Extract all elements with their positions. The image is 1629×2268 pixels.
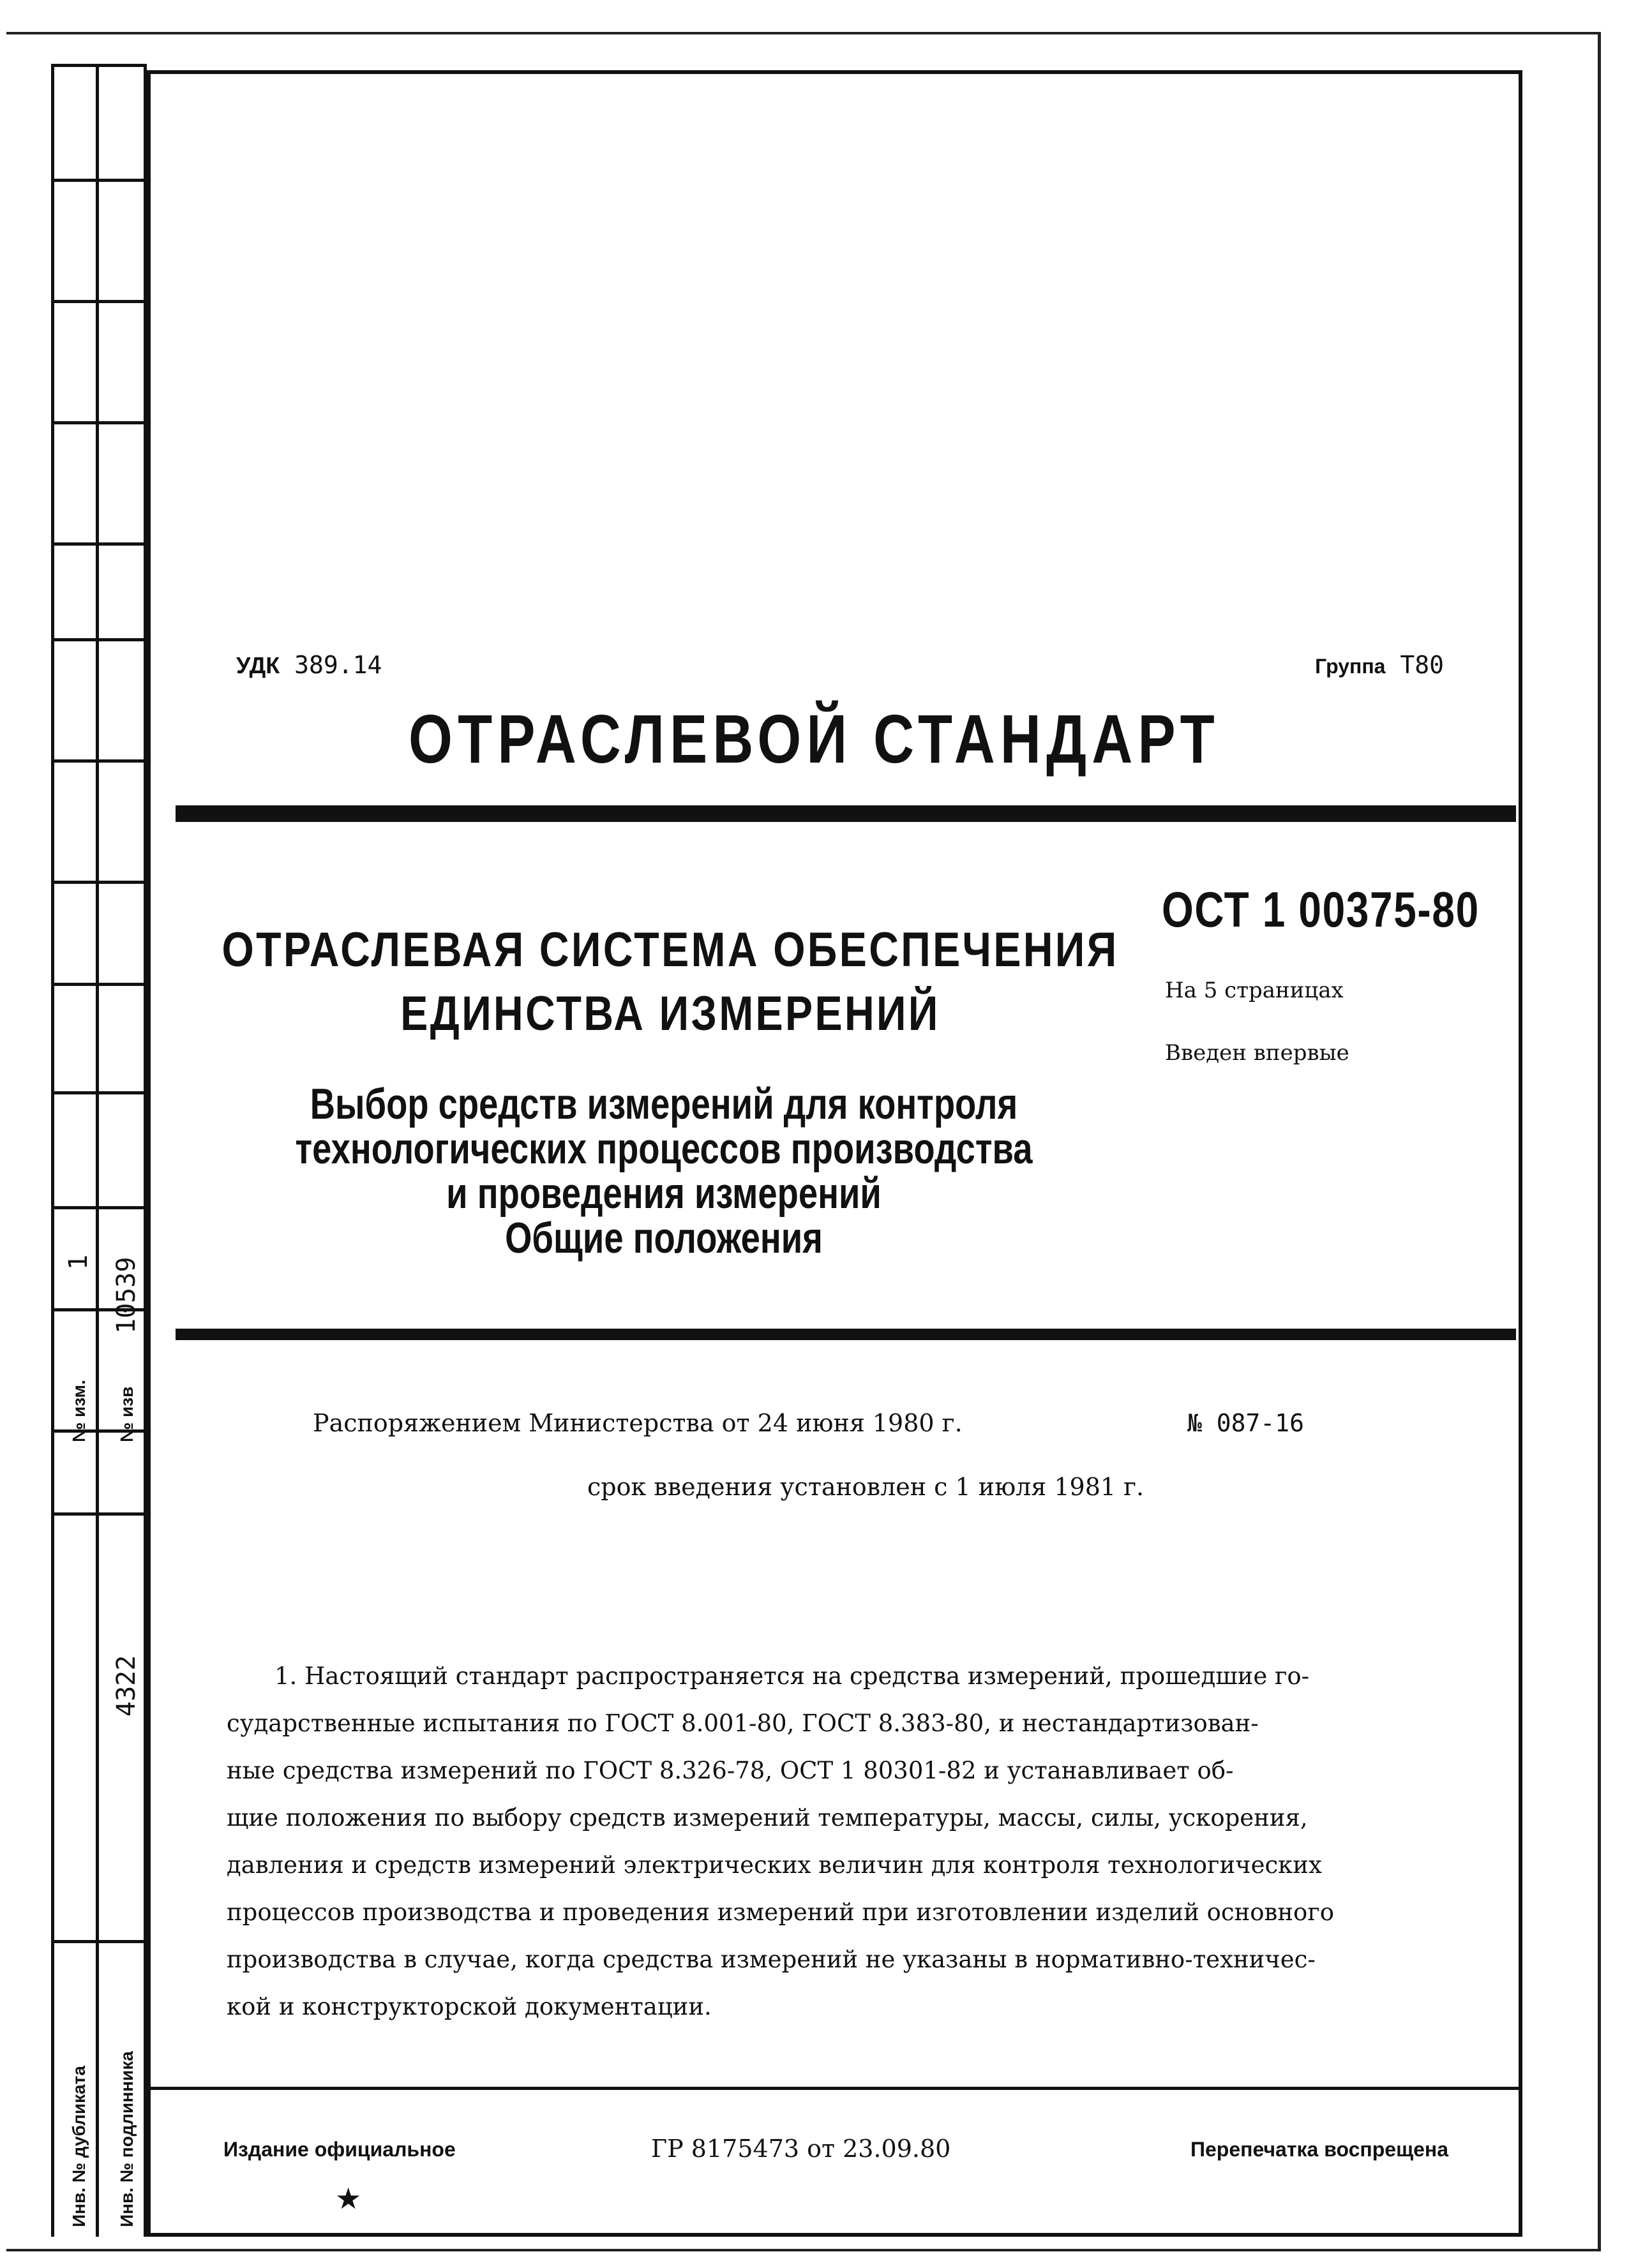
group-value: Т80 [1400, 651, 1444, 679]
group-line [1315, 651, 1444, 679]
strip-row [51, 759, 147, 763]
body-line: процессов производства и проведения измерений при изготовлении изделий основного [227, 1899, 1334, 1926]
system-title-line-2: ЕДИНСТВА ИЗМЕРЕНИЙ [400, 987, 940, 1041]
izv-value: 10539 [112, 1257, 141, 1334]
dup-label: Инв. № дубликата [69, 2066, 89, 2227]
strip-line-left [51, 64, 54, 2237]
strip-row [51, 1512, 147, 1516]
top-rule [176, 805, 1516, 822]
star-icon: ★ [335, 2182, 362, 2215]
registration-number: ГР 8175473 от 23.09.80 [651, 2135, 951, 2163]
strip-row [51, 300, 147, 303]
subtitle-line-2: технологических процессов производства [295, 1124, 1033, 1173]
orig-label: Инв. № подлинника [117, 2051, 137, 2227]
pages-count: На 5 страницах [1165, 978, 1344, 1003]
izm-label: № изм. [69, 1380, 89, 1442]
strip-row [51, 64, 147, 67]
body-line: 1. Настоящий стандарт распространяется на средства измерений, прошедшие го- [274, 1662, 1310, 1690]
system-title-line-1: ОТРАСЛЕВАЯ СИСТЕМА ОБЕСПЕЧЕНИЯ [221, 923, 1119, 977]
introduced-note: Введен впервые [1165, 1040, 1349, 1066]
subtitle-line-4: Общие положения [505, 1214, 823, 1262]
udk-label: УДК [236, 652, 280, 678]
order-text: Распоряжением Министерства от 24 июня 1980 г. [313, 1409, 963, 1437]
udk-line [236, 651, 382, 679]
footer-rule [147, 2087, 1522, 2090]
subtitle-line-1: Выбор средств измерений для контроля [310, 1080, 1018, 1128]
strip-row [51, 421, 147, 424]
body-paragraph [227, 1653, 1471, 2031]
body-line: ные средства измерений по ГОСТ 8.326-78, ОСТ 1 80301-82 и устанавливает об- [227, 1757, 1234, 1784]
body-line: производства в случае, когда средства измерений не указаны в нормативно-техничес- [227, 1946, 1316, 1973]
reprint-notice: Перепечатка воспрещена [1190, 2138, 1448, 2161]
izm-value: 1 [64, 1254, 93, 1270]
strip-row [51, 638, 147, 641]
udk-value: 389.14 [294, 651, 382, 679]
body-line: сударственные испытания по ГОСТ 8.001-80, ГОСТ 8.383-80, и нестандартизован- [227, 1710, 1259, 1737]
edition-label: Издание официальное [223, 2138, 456, 2161]
strip-row [51, 881, 147, 884]
strip-line-middle [96, 64, 99, 2237]
body-line: давления и средств измерений электрических величин для контроля технологических [227, 1851, 1322, 1879]
body-line: кой и конструкторской документации. [227, 1993, 712, 2020]
page-title: ОТРАСЛЕВОЙ СТАНДАРТ [409, 700, 1220, 777]
standard-number: ОСТ 1 00375-80 [1162, 881, 1480, 937]
term-text: срок введения установлен с 1 июля 1981 г. [587, 1473, 1145, 1501]
group-label: Группа [1315, 655, 1386, 678]
bottom-rule [176, 1329, 1516, 1340]
izv-label: № изв [117, 1386, 137, 1442]
strip-row [51, 542, 147, 546]
strip-row [51, 1940, 147, 1943]
strip-row [51, 179, 147, 182]
subtitle-line-3: и проведения измерений [446, 1169, 882, 1218]
orig-number-value: 4322 [112, 1655, 141, 1717]
body-line: щие положения по выбору средств измерений температуры, массы, силы, ускорения, [227, 1804, 1308, 1832]
order-number: № 087-16 [1187, 1409, 1305, 1437]
